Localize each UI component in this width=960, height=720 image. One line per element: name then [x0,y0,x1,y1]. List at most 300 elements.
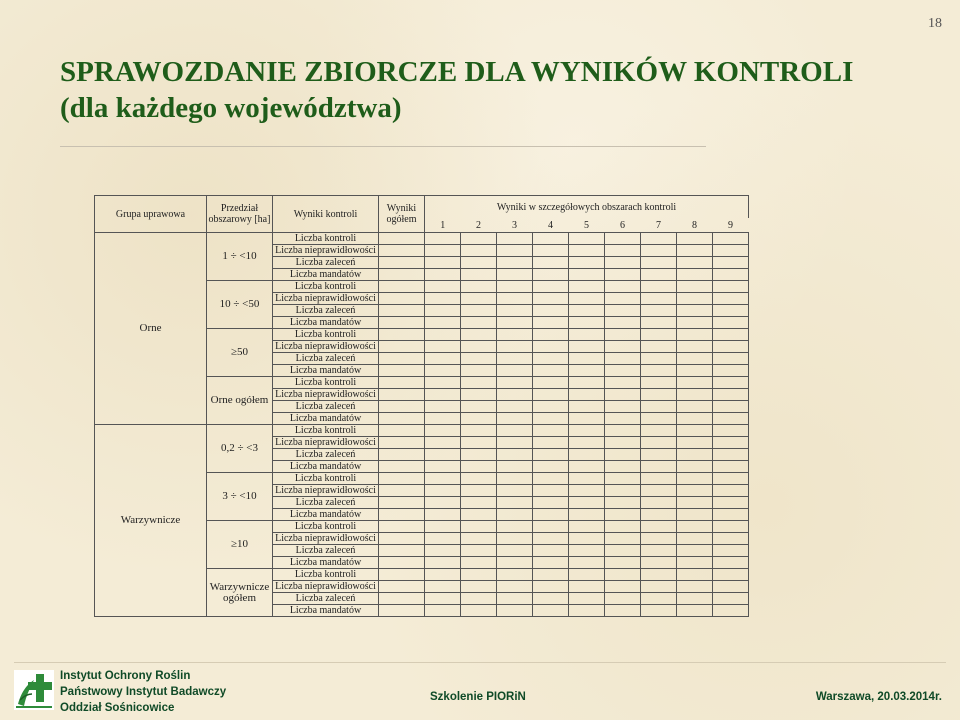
detail-value-cell [569,389,605,401]
range-cell: 10 ÷ <50 [207,281,273,329]
range-cell: Warzywnicze ogółem [207,569,273,617]
detail-value-cell [677,581,713,593]
detail-value-cell [425,245,461,257]
detail-value-cell [677,401,713,413]
detail-value-cell [641,569,677,581]
detail-value-cell [677,593,713,605]
detail-value-cell [425,401,461,413]
detail-value-cell [641,329,677,341]
detail-value-cell [497,257,533,269]
detail-value-cell [641,257,677,269]
detail-value-cell [677,485,713,497]
detail-value-cell [677,389,713,401]
detail-value-cell [641,545,677,557]
detail-value-cell [569,497,605,509]
detail-value-cell [677,341,713,353]
detail-value-cell [569,281,605,293]
detail-value-cell [497,521,533,533]
detail-value-cell [713,581,749,593]
detail-value-cell [497,305,533,317]
detail-value-cell [497,593,533,605]
detail-value-cell [497,581,533,593]
detail-value-cell [713,557,749,569]
detail-value-cell [533,401,569,413]
detail-value-cell [461,293,497,305]
detail-value-cell [497,509,533,521]
metric-label: Liczba mandatów [273,557,379,569]
detail-value-cell [641,521,677,533]
detail-value-cell [605,281,641,293]
detail-value-cell [497,473,533,485]
detail-value-cell [605,437,641,449]
detail-value-cell [461,245,497,257]
detail-value-cell [605,533,641,545]
detail-value-cell [713,533,749,545]
detail-value-cell [533,485,569,497]
detail-value-cell [641,377,677,389]
total-value-cell [379,437,425,449]
header-column-1: 1 [425,218,461,233]
detail-value-cell [677,569,713,581]
total-value-cell [379,341,425,353]
detail-value-cell [605,269,641,281]
detail-value-cell [641,269,677,281]
detail-value-cell [569,593,605,605]
detail-value-cell [677,605,713,617]
detail-value-cell [425,497,461,509]
footer-organization [14,668,234,712]
org-name: Instytut Ochrony Roślin [60,670,191,682]
detail-value-cell [713,389,749,401]
detail-value-cell [425,329,461,341]
metric-label: Liczba zaleceń [273,593,379,605]
detail-value-cell [677,293,713,305]
metric-label: Liczba mandatów [273,413,379,425]
detail-value-cell [677,365,713,377]
range-cell: 3 ÷ <10 [207,473,273,521]
total-value-cell [379,413,425,425]
detail-value-cell [605,257,641,269]
detail-value-cell [497,545,533,557]
detail-value-cell [641,485,677,497]
detail-value-cell [461,281,497,293]
total-value-cell [379,473,425,485]
detail-value-cell [713,365,749,377]
detail-value-cell [569,605,605,617]
total-value-cell [379,425,425,437]
detail-value-cell [533,329,569,341]
metric-label: Liczba nieprawidłowości [273,245,379,257]
metric-label: Liczba zaleceń [273,353,379,365]
detail-value-cell [569,413,605,425]
detail-value-cell [533,281,569,293]
detail-value-cell [605,425,641,437]
detail-value-cell [677,269,713,281]
detail-value-cell [461,413,497,425]
detail-value-cell [605,557,641,569]
detail-value-cell [605,605,641,617]
detail-value-cell [713,473,749,485]
range-cell: ≥10 [207,521,273,569]
detail-value-cell [533,449,569,461]
detail-value-cell [641,509,677,521]
detail-value-cell [533,497,569,509]
detail-value-cell [605,413,641,425]
detail-value-cell [533,269,569,281]
detail-value-cell [533,545,569,557]
range-cell: 1 ÷ <10 [207,233,273,281]
detail-value-cell [713,269,749,281]
total-value-cell [379,545,425,557]
detail-value-cell [677,377,713,389]
detail-value-cell [497,341,533,353]
detail-value-cell [425,365,461,377]
detail-value-cell [497,269,533,281]
detail-value-cell [497,497,533,509]
metric-label: Liczba kontroli [273,425,379,437]
detail-value-cell [641,605,677,617]
total-value-cell [379,365,425,377]
metric-label: Liczba nieprawidłowości [273,581,379,593]
detail-value-cell [605,581,641,593]
detail-value-cell [677,557,713,569]
detail-value-cell [713,425,749,437]
title-divider [60,146,706,147]
detail-value-cell [497,401,533,413]
detail-value-cell [605,593,641,605]
detail-value-cell [605,401,641,413]
total-value-cell [379,353,425,365]
detail-value-cell [533,557,569,569]
detail-value-cell [425,389,461,401]
detail-value-cell [605,569,641,581]
header-column-9: 9 [713,218,749,233]
detail-value-cell [713,461,749,473]
total-value-cell [379,305,425,317]
detail-value-cell [641,317,677,329]
footer-event: Szkolenie PIORiN [430,691,526,703]
metric-label: Liczba zaleceń [273,545,379,557]
total-value-cell [379,509,425,521]
total-value-cell [379,557,425,569]
detail-value-cell [425,425,461,437]
detail-value-cell [425,485,461,497]
detail-value-cell [533,581,569,593]
footer-place-date: Warszawa, 20.03.2014r. [815,691,942,703]
detail-value-cell [677,245,713,257]
detail-value-cell [497,533,533,545]
detail-value-cell [605,293,641,305]
metric-label: Liczba kontroli [273,569,379,581]
detail-value-cell [425,341,461,353]
detail-value-cell [497,605,533,617]
detail-value-cell [641,533,677,545]
detail-value-cell [569,329,605,341]
detail-value-cell [713,449,749,461]
detail-value-cell [713,605,749,617]
detail-value-cell [713,545,749,557]
total-value-cell [379,233,425,245]
detail-value-cell [713,593,749,605]
detail-value-cell [461,593,497,605]
detail-value-cell [497,449,533,461]
detail-value-cell [461,365,497,377]
detail-value-cell [569,485,605,497]
detail-value-cell [497,485,533,497]
detail-value-cell [605,341,641,353]
detail-value-cell [569,437,605,449]
range-cell: Orne ogółem [207,377,273,425]
detail-value-cell [533,341,569,353]
detail-value-cell [425,569,461,581]
detail-value-cell [713,281,749,293]
total-value-cell [379,401,425,413]
total-value-cell [379,389,425,401]
detail-value-cell [641,581,677,593]
detail-value-cell [497,245,533,257]
detail-value-cell [713,377,749,389]
detail-value-cell [677,545,713,557]
detail-value-cell [569,449,605,461]
title-line-2: (dla każdego województwa) [60,92,402,124]
detail-value-cell [461,485,497,497]
detail-value-cell [605,245,641,257]
detail-value-cell [677,281,713,293]
detail-value-cell [641,353,677,365]
detail-value-cell [641,413,677,425]
detail-value-cell [605,509,641,521]
total-value-cell [379,317,425,329]
detail-value-cell [533,437,569,449]
detail-value-cell [605,449,641,461]
detail-value-cell [677,533,713,545]
total-value-cell [379,533,425,545]
header-total: Wyniki ogółem [379,196,425,233]
detail-value-cell [425,353,461,365]
metric-label: Liczba kontroli [273,473,379,485]
total-value-cell [379,281,425,293]
header-column-4: 4 [533,218,569,233]
detail-value-cell [641,437,677,449]
detail-value-cell [713,293,749,305]
report-table [94,195,749,617]
range-cell: 0,2 ÷ <3 [207,425,273,473]
metric-label: Liczba mandatów [273,269,379,281]
detail-value-cell [461,581,497,593]
metric-label: Liczba zaleceń [273,449,379,461]
detail-value-cell [677,317,713,329]
detail-value-cell [533,233,569,245]
table-row [95,233,749,245]
detail-value-cell [713,437,749,449]
detail-value-cell [605,497,641,509]
detail-value-cell [533,389,569,401]
detail-value-cell [497,413,533,425]
total-value-cell [379,485,425,497]
detail-value-cell [425,545,461,557]
detail-value-cell [461,425,497,437]
detail-value-cell [569,425,605,437]
metric-label: Liczba mandatów [273,605,379,617]
detail-value-cell [533,569,569,581]
group-cell: Orne [95,233,207,425]
detail-value-cell [641,401,677,413]
detail-value-cell [605,389,641,401]
detail-value-cell [461,305,497,317]
detail-value-cell [425,593,461,605]
metric-label: Liczba nieprawidłowości [273,533,379,545]
detail-value-cell [461,269,497,281]
detail-value-cell [461,233,497,245]
detail-value-cell [461,437,497,449]
total-value-cell [379,329,425,341]
detail-value-cell [605,329,641,341]
detail-value-cell [425,257,461,269]
detail-value-cell [425,449,461,461]
detail-value-cell [569,305,605,317]
detail-value-cell [713,497,749,509]
detail-value-cell [461,569,497,581]
detail-value-cell [461,605,497,617]
total-value-cell [379,461,425,473]
detail-value-cell [425,533,461,545]
total-value-cell [379,269,425,281]
detail-value-cell [497,233,533,245]
detail-value-cell [641,281,677,293]
detail-value-cell [569,257,605,269]
detail-value-cell [461,329,497,341]
detail-value-cell [569,521,605,533]
detail-value-cell [677,425,713,437]
detail-value-cell [569,581,605,593]
detail-value-cell [425,581,461,593]
detail-value-cell [425,305,461,317]
detail-value-cell [425,377,461,389]
detail-value-cell [641,341,677,353]
detail-value-cell [533,521,569,533]
detail-value-cell [605,353,641,365]
detail-value-cell [713,569,749,581]
metric-label: Liczba kontroli [273,377,379,389]
metric-label: Liczba nieprawidłowości [273,485,379,497]
detail-value-cell [497,365,533,377]
detail-value-cell [425,509,461,521]
detail-value-cell [569,401,605,413]
metric-label: Liczba kontroli [273,281,379,293]
detail-value-cell [533,245,569,257]
detail-value-cell [461,401,497,413]
header-column-6: 6 [605,218,641,233]
detail-value-cell [461,461,497,473]
header-column-2: 2 [461,218,497,233]
detail-value-cell [533,257,569,269]
metric-label: Liczba kontroli [273,233,379,245]
header-column-8: 8 [677,218,713,233]
detail-value-cell [461,521,497,533]
header-detailed: Wyniki w szczegółowych obszarach kontroli [425,196,749,219]
metric-label: Liczba mandatów [273,509,379,521]
metric-label: Liczba kontroli [273,329,379,341]
detail-value-cell [677,233,713,245]
detail-value-cell [677,257,713,269]
detail-value-cell [461,533,497,545]
org-subtitle: Państwowy Instytut Badawczy [60,686,227,698]
detail-value-cell [677,461,713,473]
total-value-cell [379,257,425,269]
metric-label: Liczba nieprawidłowości [273,437,379,449]
detail-value-cell [605,473,641,485]
detail-value-cell [713,509,749,521]
detail-value-cell [677,473,713,485]
detail-value-cell [425,281,461,293]
org-branch: Oddział Sośnicowice [60,702,175,714]
detail-value-cell [713,485,749,497]
detail-value-cell [569,317,605,329]
detail-value-cell [425,293,461,305]
detail-value-cell [569,245,605,257]
detail-value-cell [713,257,749,269]
detail-value-cell [677,305,713,317]
detail-value-cell [425,473,461,485]
detail-value-cell [461,449,497,461]
metric-label: Liczba nieprawidłowości [273,389,379,401]
total-value-cell [379,293,425,305]
detail-value-cell [425,557,461,569]
detail-value-cell [425,269,461,281]
detail-value-cell [713,305,749,317]
total-value-cell [379,521,425,533]
detail-value-cell [641,593,677,605]
detail-value-cell [641,557,677,569]
detail-value-cell [497,425,533,437]
detail-value-cell [713,233,749,245]
detail-value-cell [533,593,569,605]
detail-value-cell [533,353,569,365]
detail-value-cell [497,569,533,581]
header-results: Wyniki kontroli [273,196,379,233]
detail-value-cell [677,509,713,521]
detail-value-cell [461,377,497,389]
detail-value-cell [677,497,713,509]
detail-value-cell [461,317,497,329]
header-column-3: 3 [497,218,533,233]
detail-value-cell [425,317,461,329]
metric-label: Liczba nieprawidłowości [273,293,379,305]
detail-value-cell [497,461,533,473]
detail-value-cell [533,605,569,617]
header-column-5: 5 [569,218,605,233]
detail-value-cell [641,245,677,257]
detail-value-cell [425,233,461,245]
detail-value-cell [425,437,461,449]
detail-value-cell [461,545,497,557]
detail-value-cell [461,557,497,569]
total-value-cell [379,245,425,257]
detail-value-cell [605,365,641,377]
footer-divider [14,662,946,663]
detail-value-cell [569,509,605,521]
detail-value-cell [497,281,533,293]
detail-value-cell [641,233,677,245]
detail-value-cell [677,413,713,425]
detail-value-cell [677,437,713,449]
detail-value-cell [641,461,677,473]
detail-value-cell [533,365,569,377]
detail-value-cell [713,353,749,365]
detail-value-cell [713,245,749,257]
detail-value-cell [605,485,641,497]
header-area: Przedział obszarowy [ha] [207,196,273,233]
